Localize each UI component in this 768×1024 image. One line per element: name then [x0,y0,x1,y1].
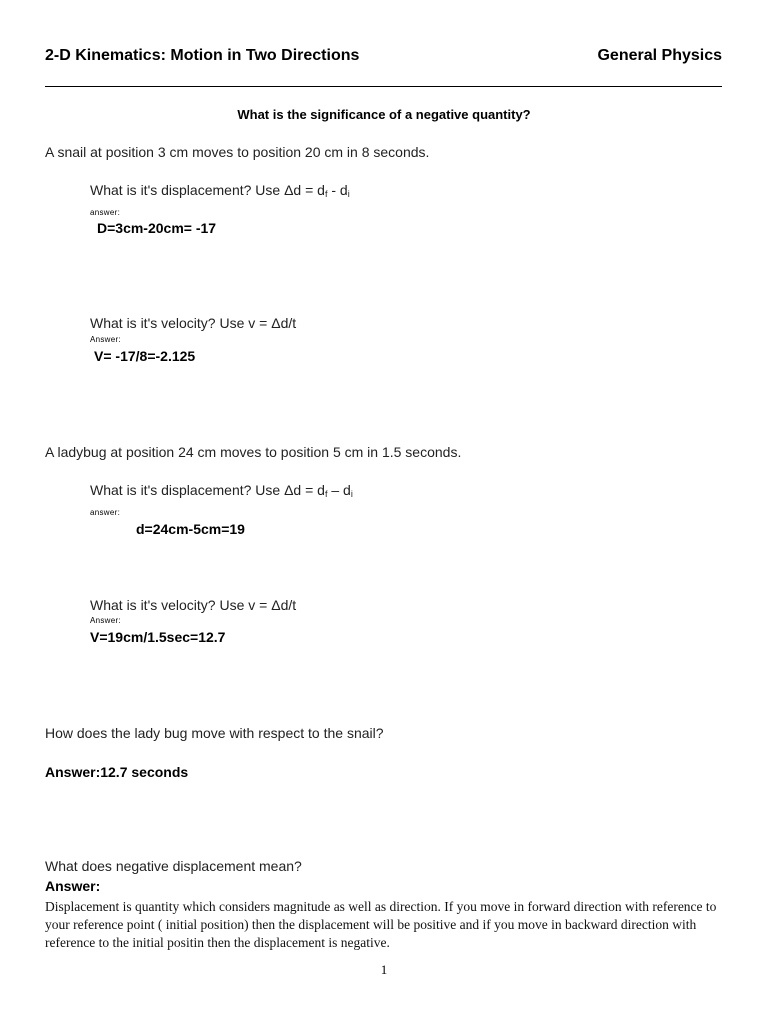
snail-velocity-answer-label: Answer: [90,335,121,344]
ladybug-displacement-question [90,482,353,499]
ladybug-displacement-answer-label: answer: [90,508,121,517]
negative-displacement-question: What does negative displacement mean? [45,858,302,874]
ladybug-velocity-question: What is it's velocity? Use v = Δd/t [90,597,297,613]
ladybug-problem-statement: A ladybug at position 24 cm moves to position 5 cm in 1.5 seconds. [45,444,462,460]
negative-displacement-explanation: Displacement is quantity which considers magnitude as well as direction. If you move in forward direction with reference to your reference point ( initial position) then the displacement will be positive and if you move in backward direction with reference to the initial positin then the displacement is negative. [45,899,717,950]
relative-motion-question: How does the lady bug move with respect to the snail? [45,725,384,741]
subscript-initial: i [350,489,353,499]
snail-velocity-question: What is it's velocity? Use v = Δd/t [90,315,297,331]
page-number: 1 [380,962,388,977]
header-divider [45,86,722,87]
question-text: What is it's displacement? Use Δd = d [90,482,325,498]
subscript-initial: i [347,189,350,199]
question-text-mid: - d [327,182,348,198]
subscript-final: f [324,189,328,199]
snail-displacement-question [90,182,350,199]
course-name: General Physics [597,47,722,64]
ladybug-velocity-answer-label: Answer: [90,616,121,625]
snail-displacement-answer: D=3cm-20cm= -17 [97,220,217,236]
question-text-mid: – d [327,482,351,498]
ladybug-displacement-answer: d=24cm-5cm=19 [136,521,245,537]
relative-motion-answer: Answer:12.7 seconds [45,764,189,780]
ladybug-velocity-answer: V=19cm/1.5sec=12.7 [90,629,226,645]
negative-displacement-answer-label: Answer: [45,878,101,894]
section-subtitle: What is the significance of a negative quantity? [237,107,531,122]
subscript-final: f [324,489,328,499]
question-text: What is it's displacement? Use Δd = d [90,182,325,198]
snail-problem-statement: A snail at position 3 cm moves to position 20 cm in 8 seconds. [45,144,430,160]
snail-velocity-answer: V= -17/8=-2.125 [94,348,196,364]
snail-displacement-answer-label: answer: [90,208,121,217]
document-title: 2-D Kinematics: Motion in Two Directions [45,47,360,64]
